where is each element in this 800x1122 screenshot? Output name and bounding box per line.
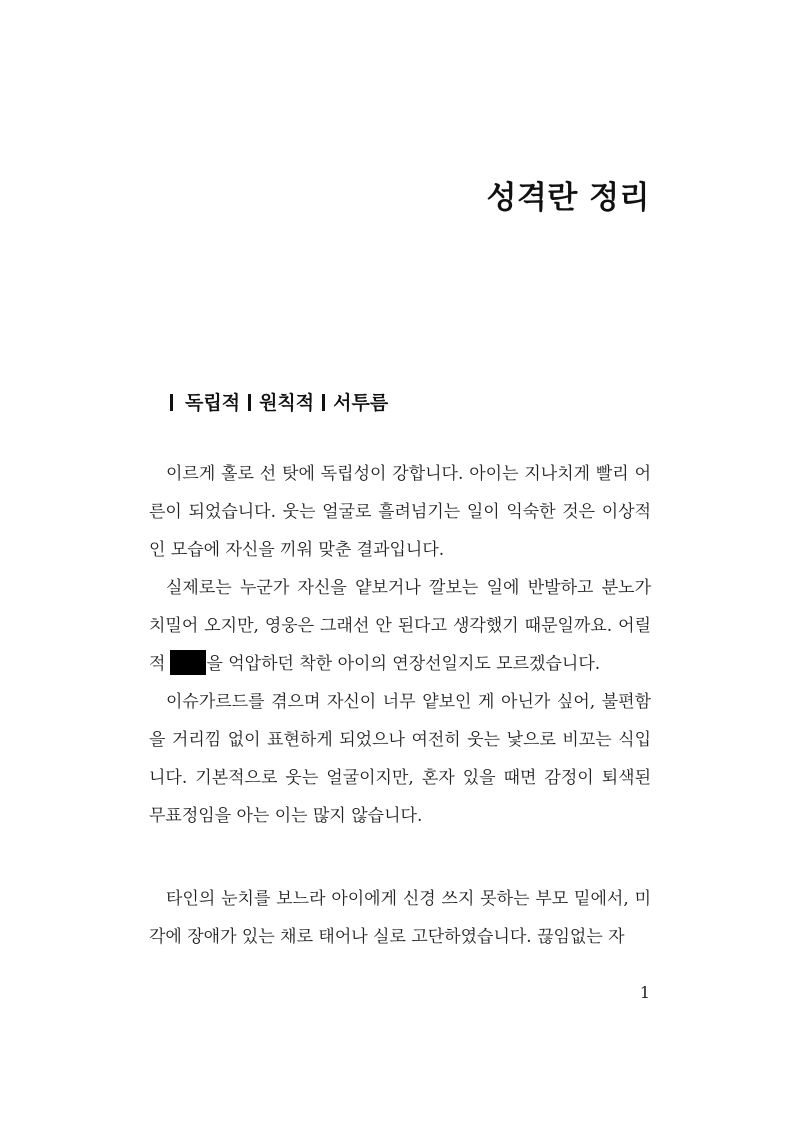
trait-keyword: 원칙적 — [259, 392, 315, 414]
trait-keywords — [170, 388, 388, 415]
paragraph: 이르게 홀로 선 탓에 독립성이 강합니다. 아이는 지나치게 빨리 어른이 되었습니다. 웃는 얼굴로 흘려넘기는 일이 익숙한 것은 이상적인 모습에 자신을 끼워 맞춘 결과입니다. — [149, 464, 651, 560]
body-text-block — [149, 455, 651, 835]
paragraph: 이슈가르드를 겪으며 자신이 너무 얕보인 게 아닌가 싶어, 불편함을 거리낌 없이 표현하게 되었으나 여전히 웃는 낯으로 비꼬는 식입니다. 기본적으로 웃는 얼굴이지만, 혼자 있을 때면 감정이 퇴색된 무표정임을 아는 이는 많지 않습니다. — [149, 692, 651, 826]
paragraph: 타인의 눈치를 보느라 아이에게 신경 쓰지 못하는 부모 밑에서, 미각에 장애가 있는 채로 태어나 실로 고단하였습니다. 끊임없는 자 — [149, 889, 651, 947]
paragraph-text: 을 억압하던 착한 아이의 연장선일지도 모르겠습니다. — [206, 654, 601, 674]
page-number: 1 — [639, 983, 650, 1002]
separator-bar — [248, 394, 251, 411]
paragraph — [149, 569, 651, 683]
trait-keyword: 서투름 — [333, 392, 389, 414]
trait-keyword: 독립적 — [185, 392, 241, 414]
paragraph-text: 실제로는 누군가 자신을 얕보거나 깔보는 일에 반발하고 분노가 치밀어 오지만, 영웅은 그래선 안 된다고 생각했기 때문일까요. 어릴 적 — [149, 578, 651, 674]
redaction-box — [170, 650, 206, 675]
page-title: 성격란 정리 — [486, 180, 650, 216]
heading-bar-marker — [170, 394, 173, 411]
body-text-block — [149, 880, 651, 956]
separator-bar — [322, 394, 325, 411]
